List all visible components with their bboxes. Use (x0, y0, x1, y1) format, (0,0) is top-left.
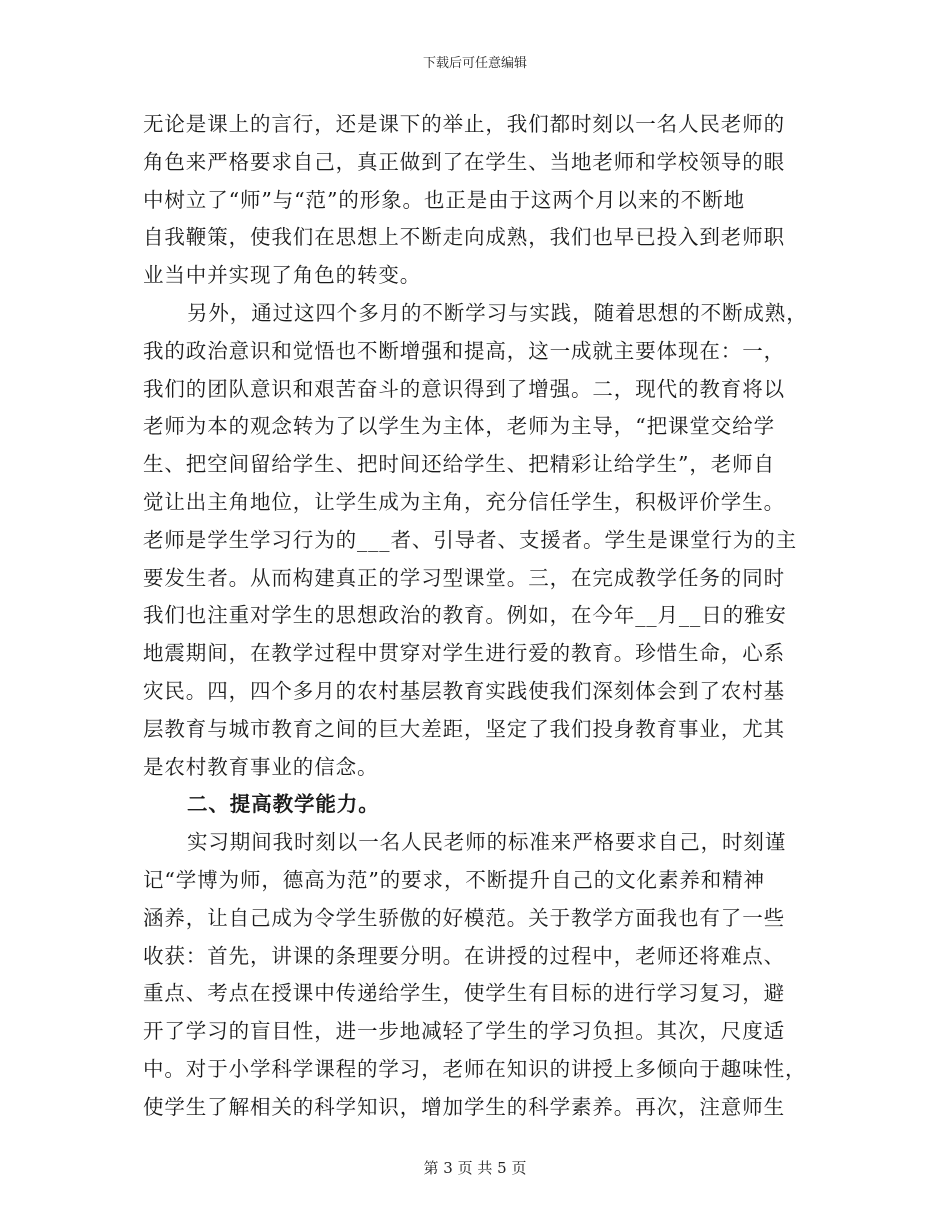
text-line: 生、把空间留给学生、把时间还给学生、把精彩让给学生”，老师自 (143, 452, 775, 477)
text-line: 老师是学生学习行为的___者、引导者、支援者。学生是课堂行为的主 (143, 527, 798, 552)
text-line: 我们也注重对学生的思想政治的教育。例如，在今年__月__日的雅安 (143, 603, 787, 628)
text-line: 中。对于小学科学课程的学习，老师在知识的讲授上多倾向于趣味性， (143, 1056, 807, 1081)
text-line: 收获：首先，讲课的条理要分明。在讲授的过程中，老师还将难点、 (143, 943, 785, 968)
text-line: 无论是课上的言行，还是课下的举止，我们都时刻以一名人民老师的 (143, 112, 785, 136)
section-heading: 二、提高教学能力。 (187, 792, 380, 817)
text-line: 使学生了解相关的科学知识，增加学生的科学素养。再次，注意师生 (143, 1094, 785, 1119)
text-line: 涵养，让自己成为令学生骄傲的好模范。关于教学方面我也有了一些 (143, 905, 785, 930)
text-line: 层教育与城市教育之间的巨大差距，坚定了我们投身教育事业，尤其 (143, 716, 785, 741)
text-line: 我们的团队意识和艰苦奋斗的意识得到了增强。二，现代的教育将以 (143, 376, 785, 401)
text-line: 自我鞭策，使我们在思想上不断走向成熟，我们也早已投入到老师职 (143, 225, 785, 250)
page-footer: 第 3 页 共 5 页 (423, 1159, 527, 1177)
text-line: 记“学博为师，德高为范”的要求，不断提升自己的文化素养和精神 (143, 867, 765, 892)
text-line: 实习期间我时刻以一名人民老师的标准来严格要求自己，时刻谨 (187, 830, 787, 855)
text-line: 另外，通过这四个多月的不断学习与实践，随着思想的不断成熟， (187, 300, 808, 325)
text-line: 重点、考点在授课中传递给学生，使学生有目标的进行学习复习，避 (143, 981, 785, 1006)
text-line: 中树立了“师”与“范”的形象。也正是由于这两个月以来的不断地 (143, 187, 745, 212)
text-line: 业当中并实现了角色的转变。 (143, 263, 422, 288)
text-line: 要发生者。从而构建真正的学习型课堂。三，在完成教学任务的同时 (143, 565, 785, 590)
text-line: 灾民。四，四个多月的农村基层教育实践使我们深刻体会到了农村基 (143, 678, 785, 703)
text-line: 我的政治意识和觉悟也不断增强和提高，这一成就主要体现在：一， (143, 338, 785, 363)
document-body (143, 106, 811, 1127)
text-line: 觉让出主角地位，让学生成为主角，充分信任学生，积极评价学生。 (143, 489, 785, 514)
page-header: 下载后可任意编辑 (422, 56, 527, 71)
text-line: 角色来严格要求自己，真正做到了在学生、当地老师和学校领导的眼 (143, 149, 785, 174)
text-line: 老师为本的观念转为了以学生为主体，老师为主导，“把课堂交给学 (143, 414, 775, 439)
text-line: 是农村教育事业的信念。 (143, 754, 379, 779)
text-line: 地震期间，在教学过程中贯穿对学生进行爱的教育。珍惜生命，心系 (143, 641, 785, 666)
text-line: 开了学习的盲目性，进一步地减轻了学生的学习负担。其次，尺度适 (143, 1019, 785, 1044)
